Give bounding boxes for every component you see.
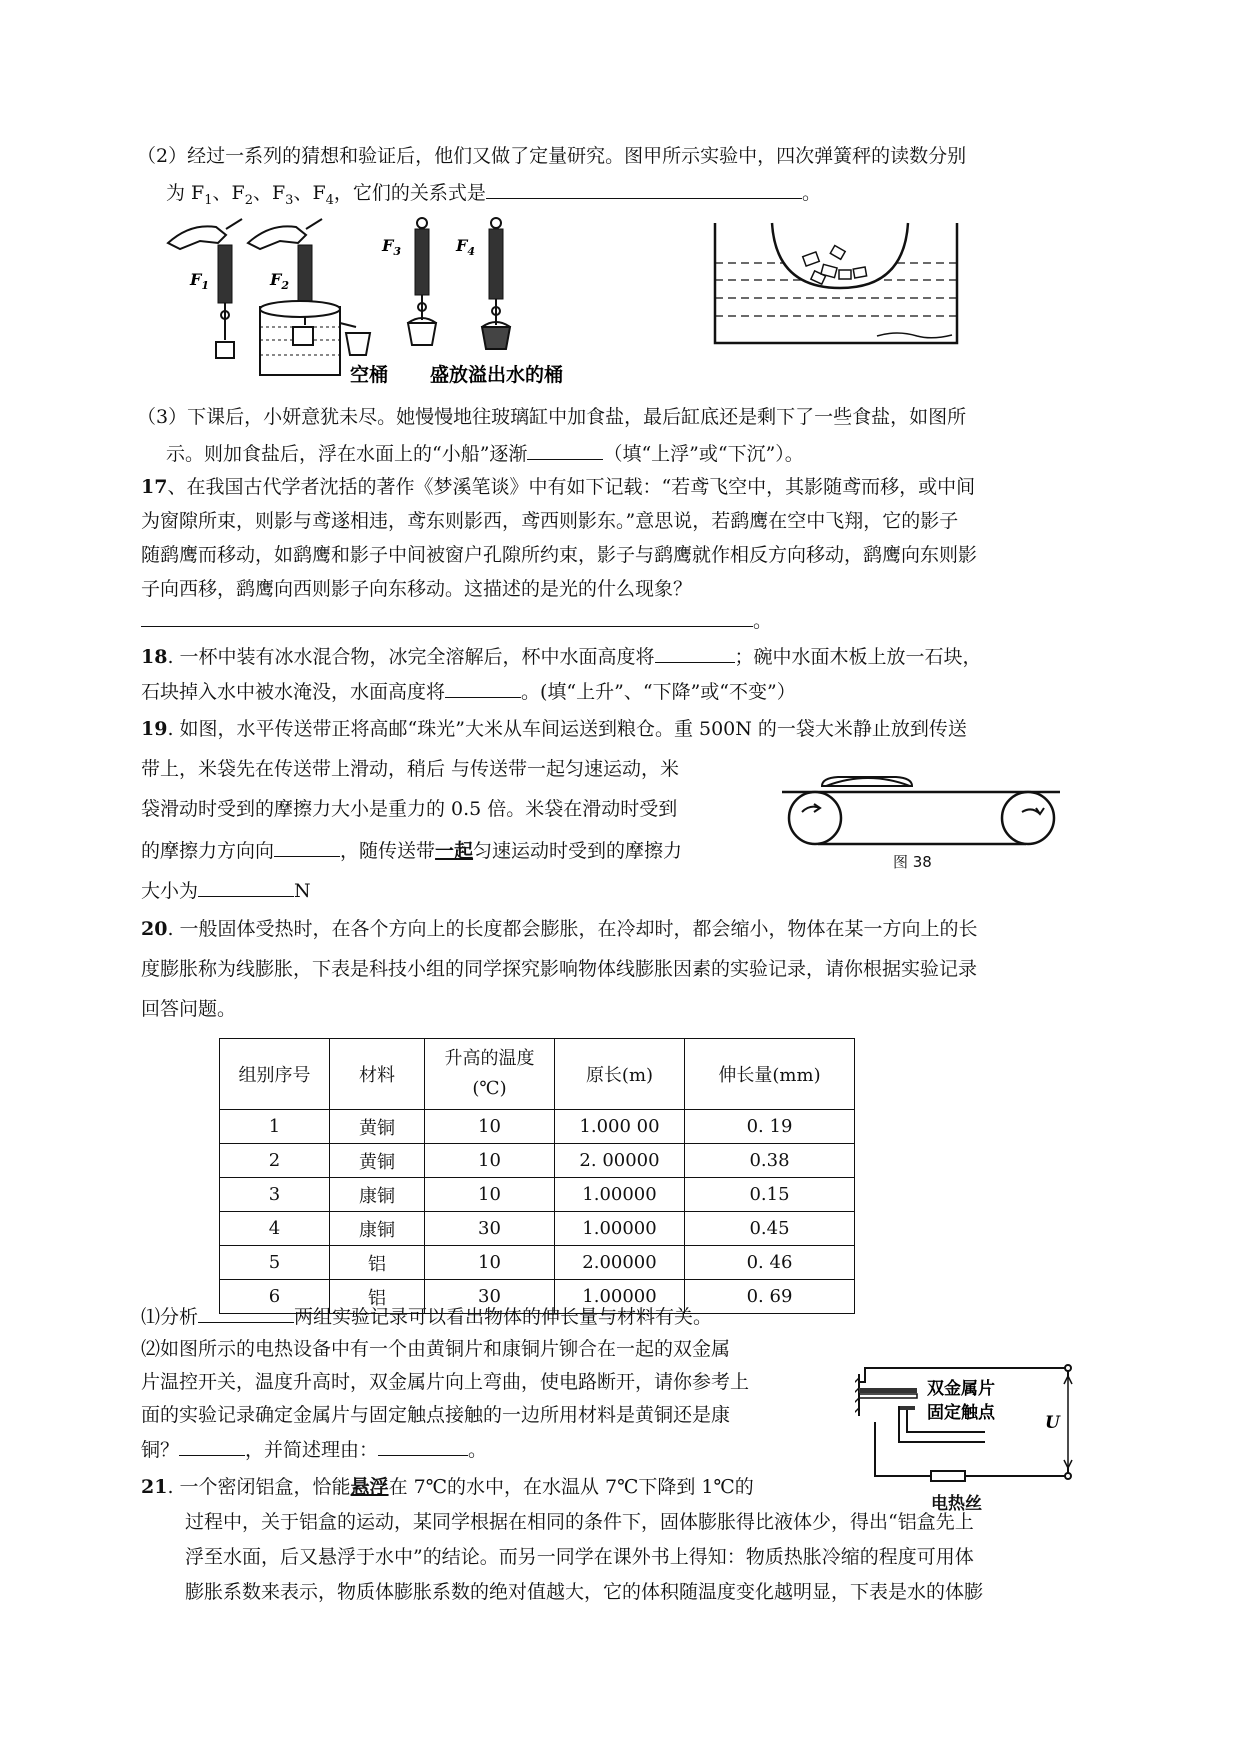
q19-line4 [141,836,682,864]
q21-text: . 一个密闭铝盒，恰能 [167,1476,351,1498]
q18-text: 。(填“上升”、“下降”或“不变”） [521,681,796,703]
q20-sub2-line3: 面的实验记录确定金属片与固定触点接触的一边所用材料是黄铜还是康 [141,1404,731,1426]
q19-line1 [141,716,967,742]
table-cell: 0.38 [685,1144,855,1178]
table-cell: 0.15 [685,1178,855,1212]
sub: 1 [204,192,213,208]
heater-caption: 电热丝 [931,1494,982,1514]
table-cell: 10 [425,1110,555,1144]
q21-line1 [141,1474,754,1500]
table-cell: 0.45 [685,1212,855,1246]
table-cell: 黄铜 [330,1144,425,1178]
question-number: 17 [141,476,168,498]
q18-line2 [141,677,796,705]
q20-text: 。 [468,1439,488,1461]
q16-part2-line2 [166,178,821,214]
table-header-row [220,1039,855,1110]
table-cell: 30 [425,1212,555,1246]
q16-text: 、F [252,182,286,204]
q19-line3: 袋滑动时受到的摩擦力大小是重力的 0.5 倍。米袋在滑动时受到 [141,798,678,820]
q20-text: . 一般固体受热时，在各个方向上的长度都会膨胀，在冷却时，都会缩小，物体在某一方向上的长 [167,918,978,940]
table-cell: 0. 69 [685,1280,855,1314]
answer-blank[interactable] [486,178,802,199]
q16-text: （填“上浮”或“下沉”）。 [603,443,804,465]
table-cell: 10 [425,1246,555,1280]
table-row [220,1212,855,1246]
table-cell: 6 [220,1280,330,1314]
q16-part2-line1: （2）经过一系列的猜想和验证后，他们又做了定量研究。图甲所示实验中，四次弹簧秤的读数分别 [137,145,967,167]
q16-text: 。 [801,182,821,204]
table-cell: 铝 [330,1280,425,1314]
table-header-text: (℃) [472,1078,507,1099]
q20-sub2-line1: ⑵如图所示的电热设备中有一个由黄铜片和康铜片铆合在一起的双金属 [141,1338,731,1360]
table-header [425,1039,555,1110]
q20-sub1 [141,1302,712,1330]
answer-blank[interactable] [445,677,521,698]
table-header-text: 升高的温度 [444,1048,535,1069]
table-cell: 0. 46 [685,1246,855,1280]
q21-line4: 膨胀系数来表示，物质体膨胀系数的绝对值越大，它的体积随温度变化越明显，下表是水的体膨 [185,1581,984,1603]
q20-line3: 回答问题。 [141,998,237,1020]
answer-blank[interactable] [198,1302,294,1323]
experiment-table [219,1038,855,1314]
f2-label: $F_2$ [270,270,290,292]
q16-part3-line1: （3）下课后，小妍意犹未尽。她慢慢地往玻璃缸中加食盐，最后缸底还是剩下了一些食盐，如图所 [137,406,967,428]
q19-text: 的摩擦力方向向 [141,840,275,862]
q19-text: 匀速运动时受到的摩擦力 [473,840,683,862]
q16-text: ，它们的关系式是 [333,182,486,204]
question-number: 19 [141,718,168,740]
answer-blank[interactable] [179,1435,245,1456]
q17-line2: 为窗隙所束，则影与鸢遂相违，鸢东则影西，鸢西则影东。”意思说，若鹞鹰在空中飞翔，它的影子 [141,510,959,532]
q18-text: . 一杯中装有冰水混合物，冰完全溶解后，杯中水面高度将 [167,646,655,668]
empty-bucket-label: 空桶 [350,364,389,386]
table-cell: 2 [220,1144,330,1178]
q17-line5 [141,606,772,634]
answer-blank[interactable] [378,1435,468,1456]
q21-emphasis: 悬浮 [350,1476,389,1498]
table-cell: 3 [220,1178,330,1212]
table-cell: 1 [220,1110,330,1144]
q21-line3: 浮至水面，后又悬浮于水中”的结论。而另一同学在课外书上得知：物质热胀冷缩的程度可用体 [185,1546,974,1568]
question-number: 18 [141,646,168,668]
q16-text: 为 F [166,182,205,204]
q16-text: 、F [212,182,245,204]
answer-blank[interactable] [274,836,340,857]
q19-text: 大小为 [141,880,199,902]
overflow-bucket-label: 盛放溢出水的桶 [430,364,564,386]
q20-line1 [141,916,978,942]
f4-label: $F_4$ [456,236,476,258]
table-row [220,1178,855,1212]
q17-line3: 随鹞鹰而移动，如鹞鹰和影子中间被窗户孔隙所约束，影子与鹞鹰就作相反方向移动，鹞鹰向东则影 [141,544,978,566]
bimetal-label: 双金属片 [927,1379,995,1399]
q18-text: 石块掉入水中被水淹没，水面高度将 [141,681,446,703]
answer-blank[interactable] [527,439,603,460]
answer-blank[interactable] [655,642,735,663]
table-header: 原长(m) [555,1039,685,1110]
table-cell: 10 [425,1144,555,1178]
table-cell: 铝 [330,1246,425,1280]
q20-text: 两组实验记录可以看出物体的伸长量与材料有关。 [294,1306,713,1328]
table-cell: 1.00000 [555,1178,685,1212]
table-cell: 黄铜 [330,1110,425,1144]
table-cell: 康铜 [330,1212,425,1246]
q21-text: 在 7℃的水中，在水温从 7℃下降到 1℃的 [388,1476,754,1498]
table-cell: 2. 00000 [555,1144,685,1178]
q19-text: N [294,880,311,902]
q21-line2: 过程中，关于铝盒的运动，某同学根据在相同的条件下，固体膨胀得比液体少，得出“铝盒先上 [185,1511,974,1533]
table-header: 伸长量(mm) [685,1039,855,1110]
q19-emphasis: 一起 [435,840,474,862]
f1-label: $F_1$ [190,270,210,292]
table-header: 组别序号 [220,1039,330,1110]
table-header: 材料 [330,1039,425,1110]
q17-text: 、在我国古代学者沈括的著作《梦溪笔谈》中有如下记载：“若鸢飞空中，其影随鸢而移，或中间 [167,476,976,498]
figure-caption: 图 38 [893,853,932,871]
table-cell: 1.00000 [555,1212,685,1246]
spring-scale-figure [160,215,580,390]
q20-text: ⑴分析 [141,1306,199,1328]
answer-blank[interactable] [141,606,753,627]
table-cell: 4 [220,1212,330,1246]
q17-line4: 子向西移，鹞鹰向西则影子向东移动。这描述的是光的什么现象？ [141,578,693,600]
q20-text: 铜？ [141,1439,180,1461]
q18-line1 [141,642,982,670]
q19-text: ，随传送带 [340,840,436,862]
table-cell: 康铜 [330,1178,425,1212]
table-cell: 1.000 00 [555,1110,685,1144]
q17-text: 。 [753,610,773,632]
table-row [220,1144,855,1178]
table-cell: 1.00000 [555,1280,685,1314]
q20-sub2-line2: 片温控开关，温度升高时，双金属片向上弯曲，使电路断开，请你参考上 [141,1371,750,1393]
answer-blank[interactable] [198,876,294,897]
sub: 4 [325,192,334,208]
contact-label: 固定触点 [927,1403,995,1423]
q16-part3-line2 [166,439,804,467]
table-cell: 0. 19 [685,1110,855,1144]
table-cell: 5 [220,1246,330,1280]
q20-text: ，并简述理由： [245,1439,379,1461]
table-cell: 2.00000 [555,1246,685,1280]
q17-line1 [141,474,975,500]
f3-label: $F_3$ [382,236,402,258]
q19-text: . 如图，水平传送带正将高邮“珠光”大米从车间运送到粮仓。重 500N 的一袋大米静止放到传送 [167,718,967,740]
q20-sub2-line4 [141,1435,487,1463]
q16-text: 、F [293,182,326,204]
q20-line2: 度膨胀称为线膨胀，下表是科技小组的同学探究影响物体线膨胀因素的实验记录，请你根据实验记录 [141,958,978,980]
q16-text: 示。则加食盐后，浮在水面上的“小船”逐渐 [166,443,528,465]
q18-text: ；碗中水面木板上放一石块， [734,646,982,668]
table-cell: 10 [425,1178,555,1212]
table-row [220,1246,855,1280]
table-row [220,1110,855,1144]
question-number: 21 [141,1476,168,1498]
sub: 3 [285,192,294,208]
sub: 2 [244,192,253,208]
voltage-label: U [1045,1413,1060,1433]
glass-tank-figure [712,218,962,353]
q19-line2: 带上，米袋先在传送带上滑动，稍后 与传送带一起匀速运动，米 [141,758,680,780]
q19-line5 [141,876,311,904]
bimetal-circuit-figure [855,1362,1085,1492]
table-cell: 30 [425,1280,555,1314]
question-number: 20 [141,918,168,940]
